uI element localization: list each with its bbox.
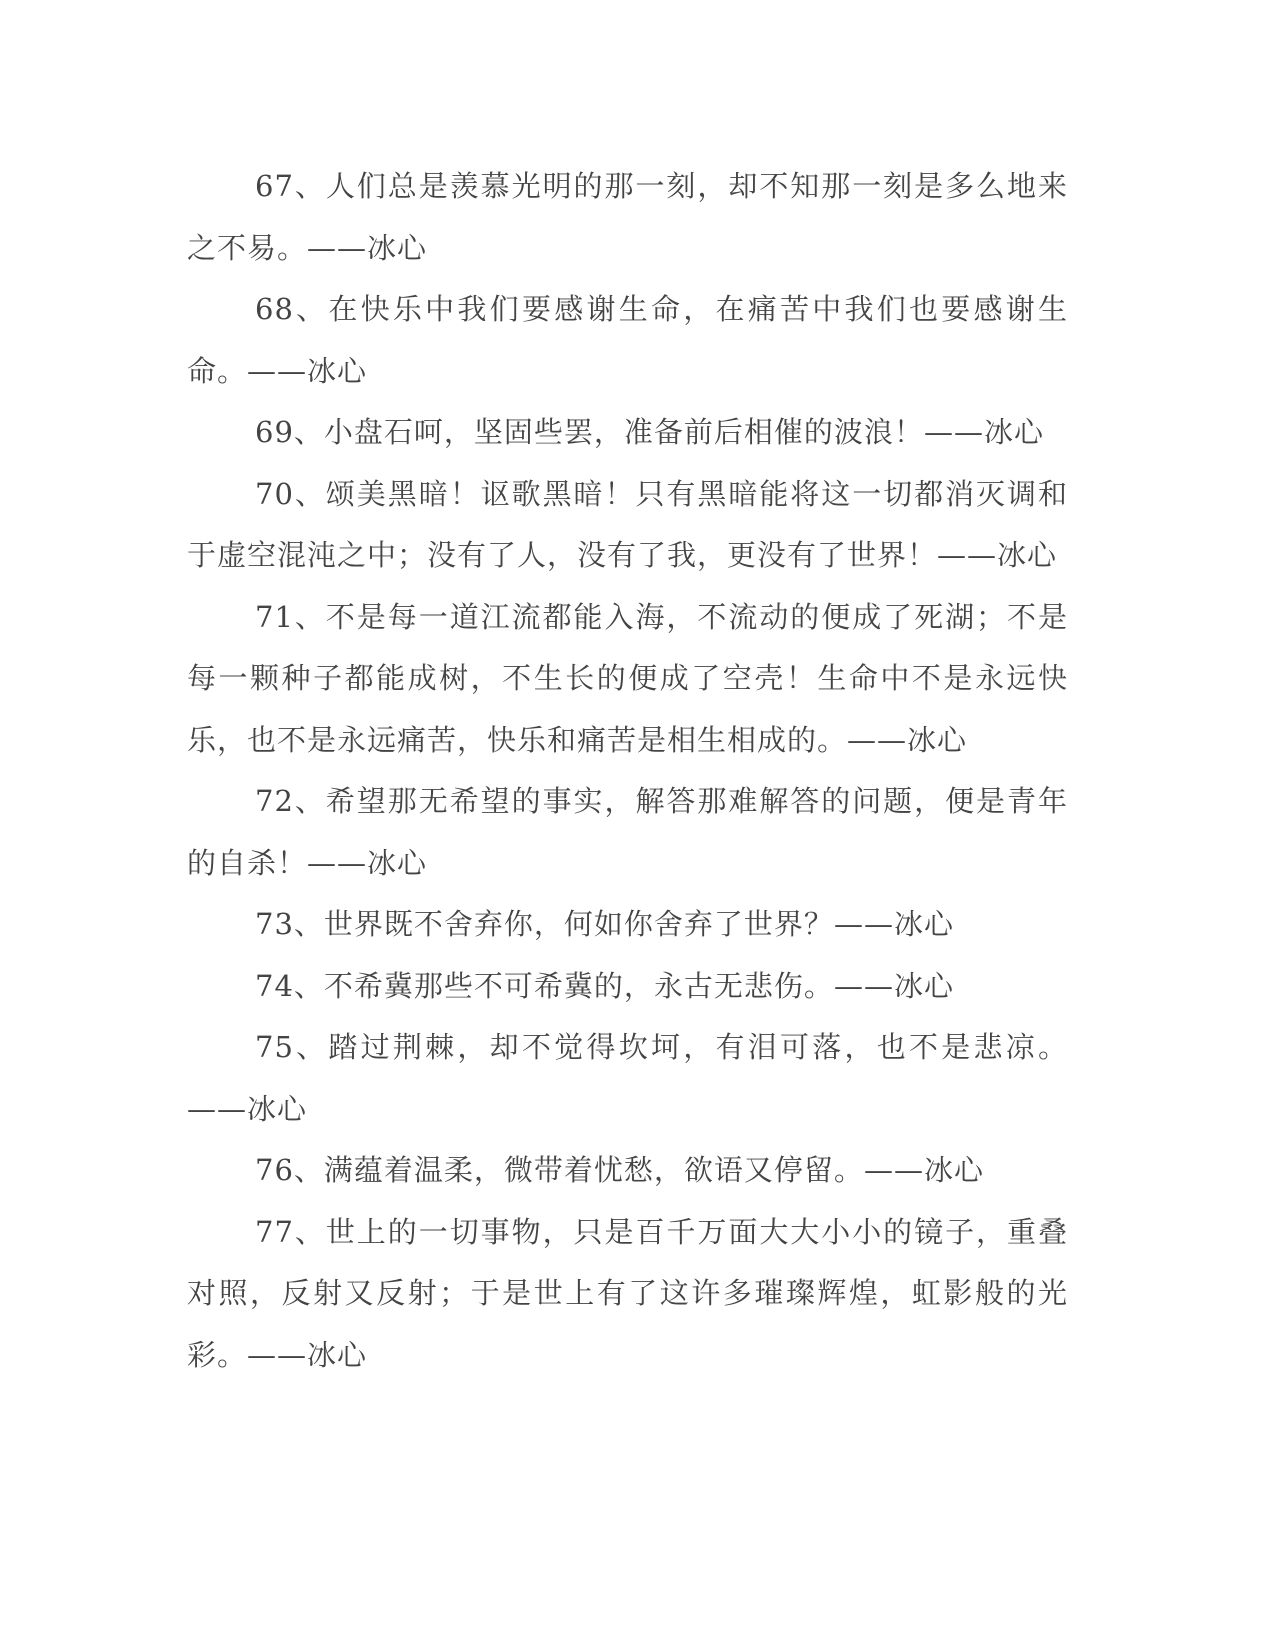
quote-separator: 、 <box>293 1030 329 1064</box>
quote-number: 76 <box>255 1153 294 1187</box>
quote-text: 小盘石呵，坚固些罢，准备前后相催的波浪！ <box>323 415 924 449</box>
quote-paragraph <box>187 894 1068 956</box>
quote-separator: 、 <box>293 907 324 941</box>
quote-paragraph <box>187 1140 1068 1202</box>
quote-number: 68 <box>255 292 294 326</box>
quote-attribution: ——冰心 <box>847 722 968 757</box>
quote-text: 满蕴着温柔，微带着忧愁，欲语又停留。 <box>323 1153 864 1187</box>
quote-number: 69 <box>255 415 294 449</box>
quotes-list <box>187 156 1068 1386</box>
quote-text: 世上的一切事物，只是百千万面大大小小的镜子，重叠对照，反射又反射；于是世上有了这许多璀璨辉煌，虹影般的光彩。 <box>187 1214 1068 1372</box>
quote-paragraph <box>187 402 1068 464</box>
quote-attribution: ——冰心 <box>307 845 428 880</box>
quote-separator: 、 <box>293 599 326 634</box>
quote-number: 77 <box>255 1214 294 1249</box>
quote-attribution: ——冰心 <box>937 538 1058 572</box>
quote-separator: 、 <box>293 169 326 203</box>
quote-paragraph <box>187 464 1068 587</box>
quote-paragraph <box>187 279 1068 402</box>
quote-text: 踏过荆棘，却不觉得坎坷，有泪可落，也不是悲凉。 <box>328 1030 1068 1064</box>
quote-attribution: ——冰心 <box>247 353 368 388</box>
quote-text: 不是每一道江流都能入海，不流动的便成了死湖；不是每一颗种子都能成树，不生长的便成了空壳！生命中不是永远快乐，也不是永远痛苦，快乐和痛苦是相生相成的。 <box>187 599 1068 757</box>
quote-paragraph <box>187 1017 1068 1140</box>
quote-text: 人们总是羡慕光明的那一刻，却不知那一刻是多么地来之不易。 <box>187 169 1068 265</box>
quote-number: 74 <box>255 968 294 1003</box>
quote-text: 颂美黑暗！讴歌黑暗！只有黑暗能将这一切都消灭调和于虚空混沌之中；没有了人，没有了我，更没有了世界！ <box>187 476 1068 572</box>
quote-text: 世界既不舍弃你，何如你舍弃了世界？ <box>323 907 834 941</box>
quote-paragraph <box>187 956 1068 1018</box>
quote-attribution: ——冰心 <box>247 1337 368 1372</box>
quote-separator: 、 <box>293 415 324 449</box>
quote-paragraph <box>187 1202 1068 1387</box>
quote-attribution: ——冰心 <box>833 968 954 1003</box>
quote-text: 在快乐中我们要感谢生命，在痛苦中我们也要感谢生命。 <box>187 292 1068 388</box>
quote-separator: 、 <box>293 784 326 818</box>
quote-attribution: ——冰心 <box>863 1153 984 1187</box>
quote-attribution: ——冰心 <box>833 907 954 941</box>
quote-attribution: ——冰心 <box>187 1091 308 1126</box>
quote-paragraph <box>187 771 1068 894</box>
quote-attribution: ——冰心 <box>923 415 1044 449</box>
quote-paragraph <box>187 156 1068 279</box>
quote-paragraph <box>187 587 1068 772</box>
quote-attribution: ——冰心 <box>307 230 428 265</box>
quote-text: 希望那无希望的事实，解答那难解答的问题，便是青年的自杀！ <box>187 784 1068 880</box>
quote-text: 不希冀那些不可希冀的，永古无悲伤。 <box>323 968 834 1003</box>
quote-separator: 、 <box>293 1214 326 1249</box>
quote-separator: 、 <box>293 1153 324 1187</box>
quote-number: 72 <box>255 784 294 818</box>
quote-number: 71 <box>255 599 294 634</box>
quote-number: 67 <box>255 169 294 203</box>
quote-number: 75 <box>255 1030 294 1064</box>
quote-number: 70 <box>255 476 294 511</box>
quote-separator: 、 <box>293 292 329 326</box>
quote-number: 73 <box>255 907 294 941</box>
quote-separator: 、 <box>293 968 324 1003</box>
quote-separator: 、 <box>293 476 326 511</box>
